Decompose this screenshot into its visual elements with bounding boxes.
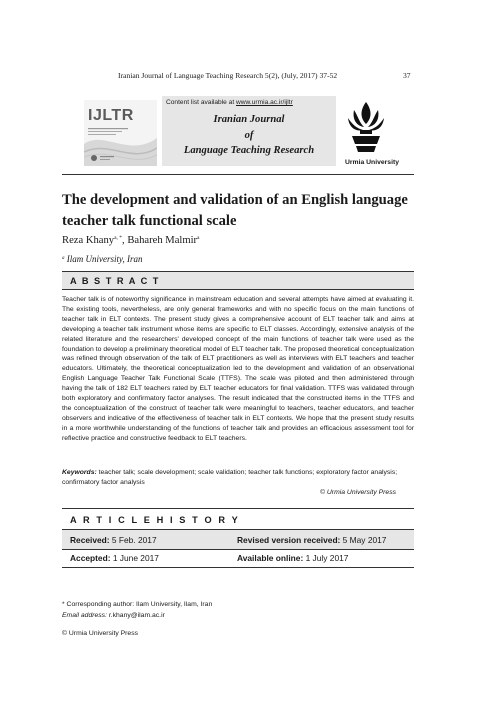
running-head: Iranian Journal of Language Teaching Research 5(2), (July, 2017) 37-52 <box>118 71 338 80</box>
revised-label: Revised version received: <box>237 535 341 545</box>
journal-website-link[interactable]: www.urmia.ac.ir/ijltr <box>236 99 293 106</box>
email-note <box>62 612 165 619</box>
university-name: Urmia University <box>345 159 400 166</box>
paper-title: The development and validation of an English language teacher talk functional scale <box>62 192 408 229</box>
accepted-value: 1 June 2017 <box>110 553 159 563</box>
online-date <box>237 553 348 563</box>
content-list-prefix: Content list available at <box>166 99 237 106</box>
author-2: Bahareh Malmir <box>127 235 198 246</box>
authors-line <box>62 235 200 246</box>
journal-logo <box>84 100 157 166</box>
page-number: 37 <box>403 71 411 80</box>
abstract-heading-rule <box>62 289 414 290</box>
revised-value: 5 May 2017 <box>340 535 387 545</box>
received-value: 5 Feb. 2017 <box>109 535 157 545</box>
author-2-affil-mark: a <box>197 235 200 241</box>
history-row-rule <box>62 549 414 550</box>
university-emblem <box>346 100 386 154</box>
author-separator: , <box>122 235 128 246</box>
author-1-affil-mark: a, * <box>114 235 123 241</box>
keywords-label: Keywords: <box>62 469 97 476</box>
corresponding-author-note: * Corresponding author: Ilam University, Ilam, Iran <box>62 601 213 608</box>
journal-title-line-3: Language Teaching Research <box>183 145 315 156</box>
header-divider <box>62 174 414 175</box>
history-bottom-rule <box>62 567 414 568</box>
university-emblem-icon <box>346 100 386 154</box>
journal-title-line-2: of <box>244 130 254 141</box>
abstract-text: Teacher talk is of noteworthy significance in mainstream education and several attempts have aimed at evaluating it. The existing tools, nevertheless, are only general frameworks and with no specific focus on the main functions of teacher talk in ELT contexts. The present study gives a comprehensive account of ELT teacher talk and aims at developing a teacher talk instrument whose items are specific to ELT classes. Accordingly, extensive analysis of the related literature and the researchers' developed concept of the main functions of teacher talk were used as the foundation to develop a preliminary theoretical model of ELT teacher talk. The proposed theoretical conceptualization was refined through observation of the talk of ELT practitioners as well as interviews with ELT teachers and teacher educators. Ultimately, the theoretical conceptualization led to the development and validation of an observational English Language Teacher Talk Functional Scale (TTFS). The scale was piloted and then administered through having the talk of 182 ELT teachers rated by ELT teacher educators for final validation. TTFS was validated through both exploratory and confirmatory factor analyses. The result indicated that the constructed items in the TTFS and the conceptualization of the construct of teacher talk were meaningful to teachers, teacher educators, and teacher observers and indicative of the effectiveness of teacher talk in ELT contexts. We hope that the present study results in a more worthwhile understanding of the functions of teacher talk and provides an efficacious assessment tool for reflective practice and constructive feedback to ELT teachers. <box>62 296 414 442</box>
online-value: 1 July 2017 <box>303 553 349 563</box>
email-value: r.khany@ilam.ac.ir <box>106 612 165 619</box>
abstract-heading: A B S T R A C T <box>70 276 160 286</box>
history-top-rule <box>62 508 414 509</box>
history-heading: A R T I C L E H I S T O R Y <box>70 515 240 525</box>
keywords <box>62 468 414 488</box>
received-date <box>70 535 157 545</box>
content-list-line <box>166 99 293 106</box>
affiliation-mark: a <box>62 256 65 261</box>
keywords-text: teacher talk; scale development; scale validation; teacher talk functions; exploratory factor analysis; confirmatory factor analysis <box>62 469 398 486</box>
email-label: Email address: <box>62 612 107 619</box>
online-label: Available online: <box>237 553 304 563</box>
journal-title-line-1: Iranian Journal <box>213 114 285 125</box>
revised-date <box>237 535 386 545</box>
author-1: Reza Khany <box>62 235 115 246</box>
journal-title-box <box>162 96 336 166</box>
accepted-label: Accepted: <box>70 553 111 563</box>
footer-copyright: © Urmia University Press <box>62 630 139 637</box>
abstract-copyright: © Urmia University Press <box>320 489 397 496</box>
affiliation <box>62 254 143 264</box>
accepted-date <box>70 553 159 563</box>
affiliation-text: Ilam University, Iran <box>66 254 143 264</box>
journal-logo-text: IJLTR <box>88 107 134 124</box>
received-label: Received: <box>70 535 110 545</box>
